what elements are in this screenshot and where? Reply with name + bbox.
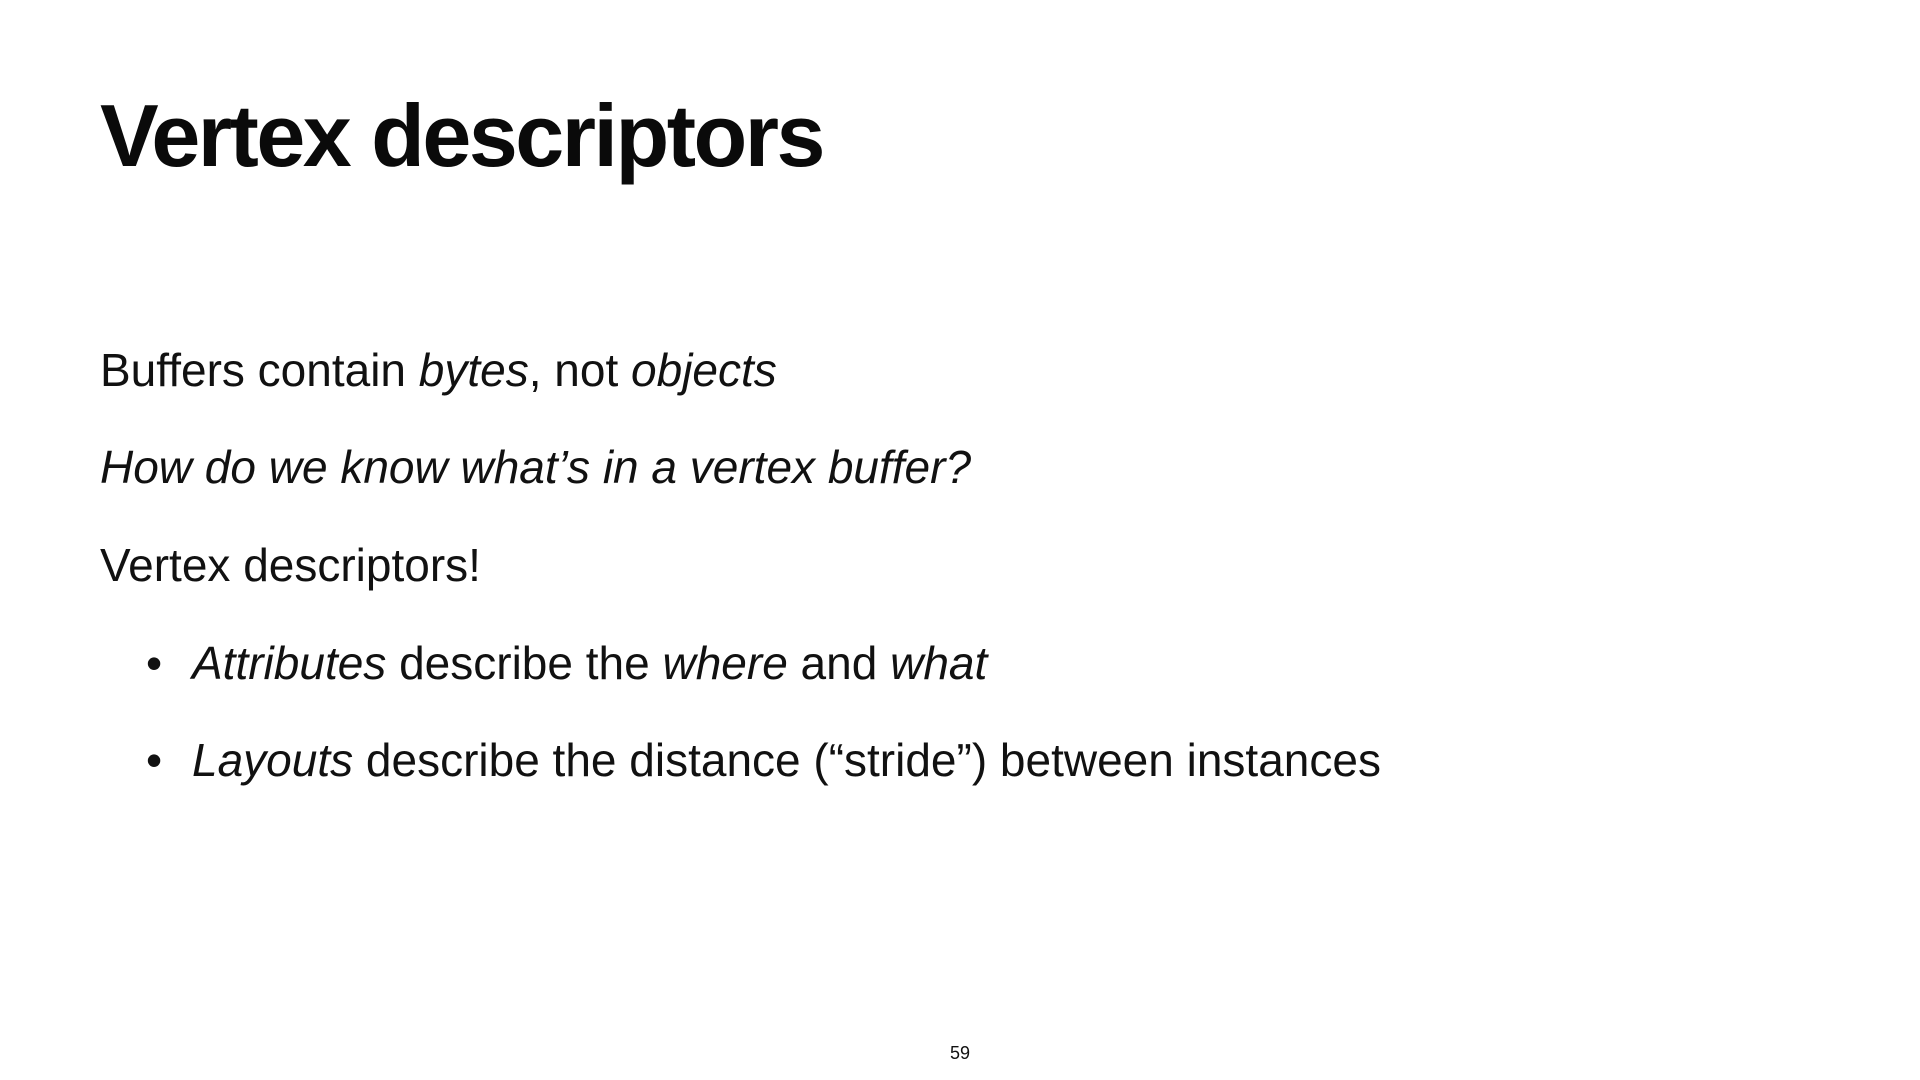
text-run: and <box>787 637 891 689</box>
body-line-question <box>100 441 972 493</box>
bullet-icon: • <box>146 734 163 786</box>
text-run: describe the <box>386 637 663 689</box>
body-line-buffers <box>100 344 777 396</box>
question-text: How do we know what’s in a vertex buffer? <box>100 441 972 493</box>
page-number: 59 <box>949 1043 971 1063</box>
bullet-icon: • <box>146 637 163 689</box>
slide-title: Vertex descriptors <box>100 86 823 185</box>
bullet-item-attributes <box>146 637 988 689</box>
body-line-vertex-descriptors: Vertex descriptors! <box>100 539 481 591</box>
emphasis-what: what <box>890 637 988 689</box>
emphasis-where: where <box>662 637 788 689</box>
text-run: describe the distance (“stride”) between instances <box>353 734 1381 786</box>
bullet-item-layouts <box>146 734 1381 786</box>
emphasis-layouts: Layouts <box>192 734 354 786</box>
emphasis-bytes: bytes <box>418 344 529 396</box>
emphasis-attributes: Attributes <box>192 637 387 689</box>
emphasis-objects: objects <box>631 344 777 396</box>
text-run: , not <box>528 344 632 396</box>
text-run: Buffers contain <box>100 344 419 396</box>
